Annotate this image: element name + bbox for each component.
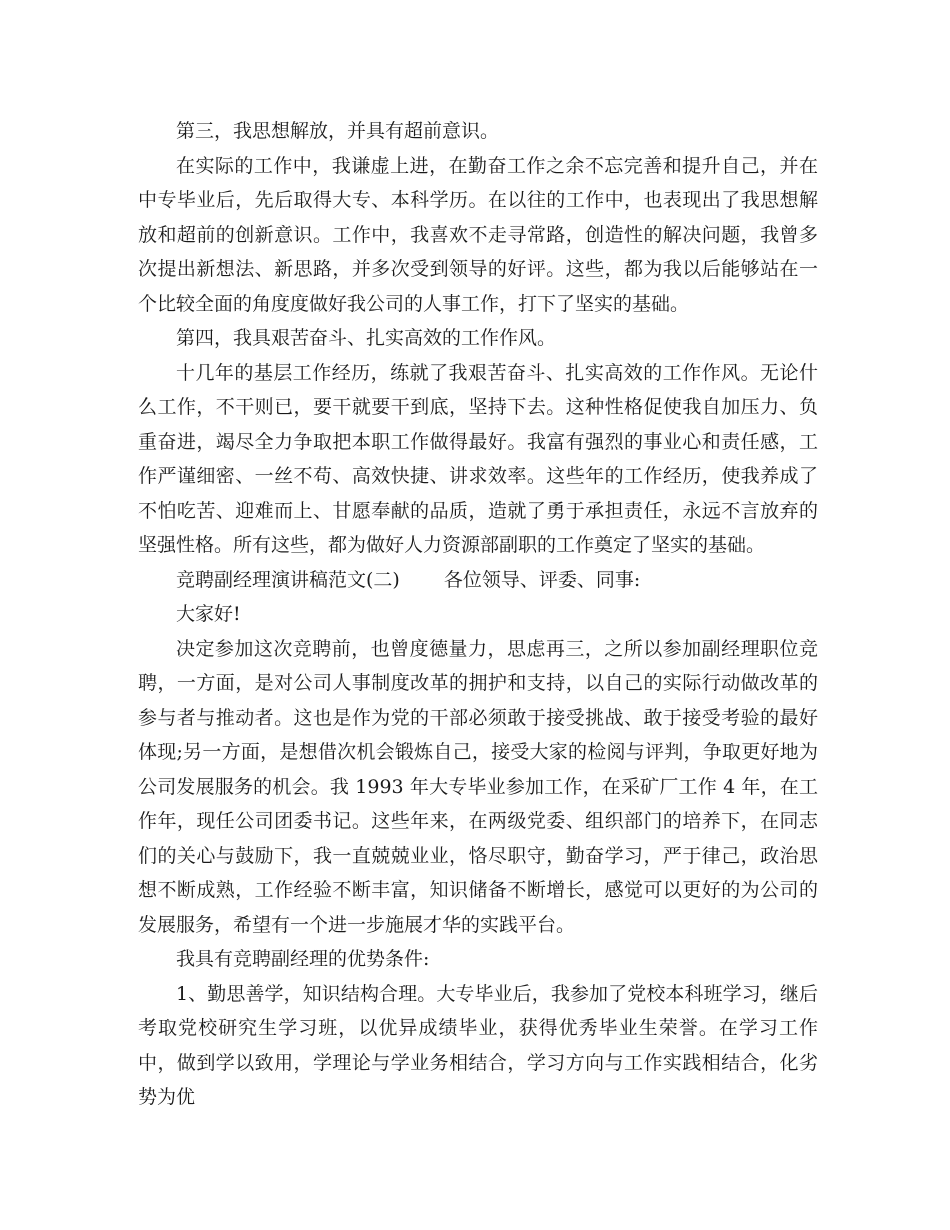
paragraph-motivation: 决定参加这次竞聘前，也曾度德量力，思虑再三，之所以参加副经理职位竞聘，一方面，是对公司人事制度改革的拥护和支持，以自己的实际行动做改革的参与者与推动者。这也是作为党的干部必须敢于接受挑战、敢于接受考验的最好体现;另一方面，是想借次机会锻炼自己，接受大家的检阅与评判，争取更好地为公司发展服务的机会。我 1993 年大专毕业参加工作，在采矿厂工作 4 年，在工作年，现任公司团委书记。这些年来，在两级党委、组织部门的培养下，在同志们的关心与鼓励下，我一直兢兢业业，恪尽职守，勤奋学习，严于律己，政治思想不断成熟，工作经验不断丰富，知识储备不断增长，感觉可以更好的为公司的发展服务，希望有一个进一步施展才华的实践平台。 xyxy=(138,637,818,936)
speech-salutation: 各位领导、评委、同事: xyxy=(443,568,641,591)
paragraph-open-mind: 在实际的工作中，我谦虚上进，在勤奋工作之余不忘完善和提升自己，并在中专毕业后，先后取得大专、本科学历。在以往的工作中，也表现出了我思想解放和超前的创新意识。工作中，我喜欢不走寻常路，创造性的解决问题，我曾多次提出新想法、新思路，并多次受到领导的好评。这些，都为我以后能够站在一个比较全面的角度度做好我公司的人事工作，打下了坚实的基础。 xyxy=(138,154,818,315)
paragraph-point-three: 第三，我思想解放，并具有超前意识。 xyxy=(176,120,500,142)
paragraph-advantage-one: 1、勤思善学，知识结构合理。大专毕业后，我参加了党校本科班学习，继后考取党校研究生学习班，以优异成绩毕业，获得优秀毕业生荣誉。在学习工作中，做到学以致用，学理论与学业务相结合，学习方向与工作实践相结合，化劣势为优 xyxy=(138,982,818,1108)
paragraph-advantages-intro: 我具有竞聘副经理的优势条件: xyxy=(176,948,430,970)
paragraph-point-four: 第四，我具艰苦奋斗、扎实高效的工作作风。 xyxy=(176,327,557,349)
paragraph-work-style: 十几年的基层工作经历，练就了我艰苦奋斗、扎实高效的工作作风。无论什么工作，不干则已，要干就要干到底，坚持下去。这种性格促使我自加压力、负重奋进，竭尽全力争取把本职工作做得最好。我富有强烈的事业心和责任感，工作严谨细密、一丝不苟、高效快捷、讲求效率。这些年的工作经历，使我养成了不怕吃苦、迎难而上、甘愿奉献的品质，造就了勇于承担责任，永远不言放弃的坚强性格。所有这些，都为做好人力资源部副职的工作奠定了坚实的基础。 xyxy=(138,361,818,556)
speech-heading-line xyxy=(138,563,818,598)
speech-title: 竞聘副经理演讲稿范文(二) xyxy=(176,568,400,591)
paragraph-greeting: 大家好! xyxy=(176,603,241,625)
document-body xyxy=(138,114,818,1115)
